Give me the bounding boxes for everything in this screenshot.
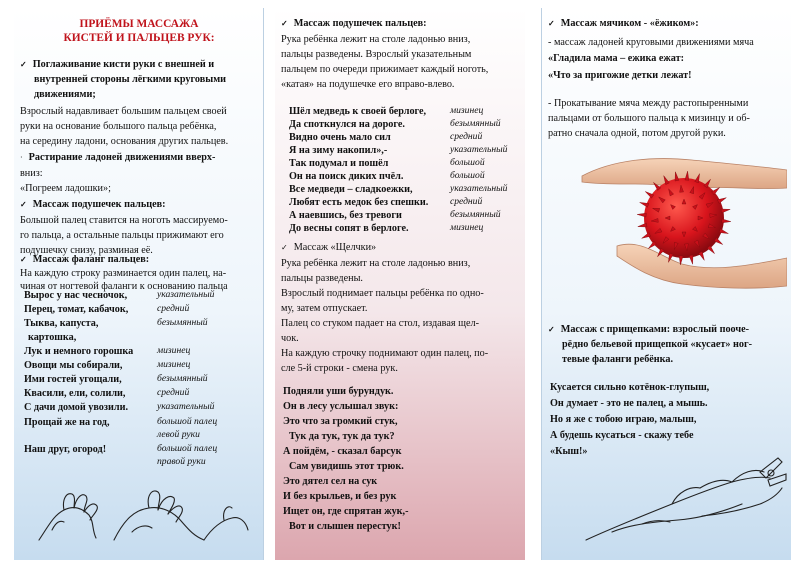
rhyme-finger: указательный bbox=[157, 289, 215, 300]
rhyme-line: Наш друг, огород! bbox=[24, 444, 107, 455]
check-icon: ✓ bbox=[281, 19, 288, 28]
ball-spike bbox=[722, 219, 731, 223]
phalanx-text-1: На каждую строку разминается один палец, на- bbox=[20, 268, 227, 279]
rhyme-finger: большой палец bbox=[157, 416, 218, 427]
rhyme2-line: Я на зиму накопил»,- bbox=[289, 145, 388, 156]
rhyme-line: Прощай же на год, bbox=[24, 417, 110, 428]
flicks-text-1: Рука ребёнка лежит на столе ладонью вниз, bbox=[281, 258, 471, 269]
pads2-text-1: Рука ребёнка лежит на столе ладонью вниз, bbox=[281, 34, 471, 45]
check-icon: ✓ bbox=[20, 200, 27, 209]
rhyme2-line: А наевшись, без тревоги bbox=[289, 210, 402, 221]
ball-line-3: «Что за пригожие детки лежат! bbox=[548, 70, 692, 81]
flicks-text-3: Взрослый поднимает пальцы ребёнка по одно- bbox=[281, 288, 484, 299]
poem-line: А пойдём, - сказал барсук bbox=[283, 446, 402, 457]
rhyme2-line: До весны сопят в берлоге. bbox=[289, 223, 409, 234]
ball-line-1: - массаж ладоней круговыми движениями мяча bbox=[548, 37, 754, 48]
rubbing-text-2: «Погреем ладошки»; bbox=[20, 183, 111, 194]
clothespin-heading-1: ✓ Массаж с прищепками: взрослый пооче- bbox=[548, 324, 750, 335]
rhyme-finger: мизинец bbox=[157, 359, 191, 370]
flicks-text-2: пальцы разведены. bbox=[281, 273, 363, 284]
rhyme2-line: Шёл медведь к своей берлоге, bbox=[289, 106, 427, 117]
rhyme-finger: левой руки bbox=[157, 429, 200, 440]
pads2-text-2: пальцы разведены. Взрослый указательным bbox=[281, 49, 472, 60]
pads-heading: ✓ Массаж подушечек пальцев: bbox=[20, 199, 166, 210]
poem-line: Он в лесу услышал звук: bbox=[283, 401, 399, 412]
rubbing-heading: · Растирание ладоней движениями вверх- bbox=[20, 152, 216, 163]
clothespin-poem-line: Кусается сильно котёнок-глупыш, bbox=[550, 382, 710, 393]
pads-text-1: Большой палец ставится на ноготь массируемо- bbox=[20, 215, 228, 226]
clothespin-poem-line: Он думает - это не палец, а мышь. bbox=[550, 398, 708, 409]
rhyme2-finger: большой bbox=[450, 157, 485, 168]
phalanx-heading: ✓ Массаж фаланг пальцев: bbox=[20, 254, 150, 265]
check-icon: ✓ bbox=[20, 60, 27, 69]
poem-line: Сам увидишь этот трюк. bbox=[289, 461, 404, 472]
poem-line: Это что за громкий стук, bbox=[283, 416, 398, 427]
flicks-text-6: чок. bbox=[281, 333, 299, 344]
pads2-text-4: «катая» на подушечке его вправо-влево. bbox=[281, 79, 455, 90]
rhyme2-finger: средний bbox=[450, 196, 483, 207]
rhyme2-line: Так подумал и пошёл bbox=[289, 158, 389, 169]
rhyme-line: Ими гостей угощали, bbox=[24, 374, 122, 385]
hands-massage-illustration bbox=[34, 470, 254, 550]
rhyme2-line: Да споткнулся на дороге. bbox=[289, 119, 405, 130]
rhyme-finger: безымянный bbox=[157, 317, 208, 328]
rubbing-text-1: вниз: bbox=[20, 168, 43, 179]
check-icon: ✓ bbox=[20, 255, 27, 264]
poem-line: Подняли уши бурундук. bbox=[283, 386, 394, 397]
clothespin-hand-illustration bbox=[582, 428, 791, 546]
ball-spike bbox=[637, 213, 646, 217]
poem-line: Это дятел сел на сук bbox=[283, 476, 378, 487]
rhyme-line: картошка, bbox=[28, 332, 77, 343]
ball-spike bbox=[721, 209, 730, 213]
poem-line: Ищет он, где спрятан жук,- bbox=[283, 506, 409, 517]
poem-line: Тук да тук, тук да тук? bbox=[289, 431, 395, 442]
phalanx-text-2: чиная от ногтевой фаланги к основанию пальца bbox=[20, 281, 228, 292]
flicks-heading: ✓ Массаж «Щелчки» bbox=[281, 242, 377, 253]
pads-text-2: го пальца, а остальные пальцы прижимают его bbox=[20, 230, 224, 241]
column-1 bbox=[14, 8, 264, 560]
rhyme-finger: средний bbox=[157, 387, 190, 398]
rhyme-line: С дачи домой увозили. bbox=[24, 402, 128, 413]
clothespin-poem-line: А будешь кусаться - скажу тебе bbox=[550, 430, 694, 441]
roll-text-2: пальцами от большого пальца к мизинцу и об- bbox=[548, 113, 750, 124]
rhyme2-finger: безымянный bbox=[450, 118, 501, 129]
rhyme-line: Перец, томат, кабачок, bbox=[24, 304, 129, 315]
rhyme2-finger: мизинец bbox=[450, 105, 484, 116]
rhyme-finger: мизинец bbox=[157, 345, 191, 356]
clothespin-poem-line: «Кыш!» bbox=[550, 446, 588, 457]
rhyme2-line: Любят есть медок без спешки. bbox=[289, 197, 429, 208]
pads-text-3: подушечку снизу, разминая её. bbox=[20, 245, 153, 256]
rhyme2-line: Видно очень мало сил bbox=[289, 132, 391, 143]
rhyme-finger: указательный bbox=[157, 401, 215, 412]
ball-spike bbox=[638, 223, 647, 227]
rhyme-line: Овощи мы собирали, bbox=[24, 360, 123, 371]
check-icon: ✓ bbox=[548, 325, 555, 334]
stroking-heading-3: движениями; bbox=[34, 89, 96, 100]
rhyme-finger: средний bbox=[157, 303, 190, 314]
rhyme2-finger: указательный bbox=[450, 183, 508, 194]
ball-spike bbox=[689, 255, 693, 264]
rhyme-line: Вырос у нас чесночок, bbox=[24, 290, 128, 301]
rhyme2-finger: указательный bbox=[450, 144, 508, 155]
pads-heading-2: ✓ Массаж подушечек пальцев: bbox=[281, 18, 427, 29]
spiky-ball-hands-illustration bbox=[572, 146, 787, 291]
check-icon: ✓ bbox=[548, 19, 555, 28]
rhyme2-finger: мизинец bbox=[450, 222, 484, 233]
roll-text-3: ратно сначала одной, потом другой руки. bbox=[548, 128, 726, 139]
stroking-text-1: Взрослый надавливает большим пальцем своей bbox=[20, 106, 227, 117]
ball-line-2: «Гладила мама – ежика ежат: bbox=[548, 53, 684, 64]
stroking-heading-2: внутренней стороны лёгкими круговыми bbox=[34, 74, 227, 85]
clothespin-poem-line: Но я же с тобою играю, малыш, bbox=[550, 414, 697, 425]
poem-line: Вот и слышен перестук! bbox=[289, 521, 401, 532]
rhyme2-finger: средний bbox=[450, 131, 483, 142]
page-title-line-2: КИСТЕЙ И ПАЛЬЦЕВ РУК: bbox=[63, 32, 215, 44]
stroking-text-2: руки на основание большого пальца ребёнка, bbox=[20, 121, 217, 132]
column-2 bbox=[275, 8, 525, 560]
pads2-text-3: пальцем по очереди прижимает каждый ноготь, bbox=[281, 64, 489, 75]
rhyme2-line: Он на поиск диких пчёл. bbox=[289, 171, 404, 182]
page-title-line-1: ПРИЁМЫ МАССАЖА bbox=[79, 18, 199, 30]
clothespin-heading-3: тевые фаланги ребёнка. bbox=[562, 354, 674, 365]
rhyme2-finger: большой bbox=[450, 170, 485, 181]
stroking-text-3: на середину ладони, основания других пальцев. bbox=[20, 136, 229, 147]
stroking-heading: ✓ Поглаживание кисти руки с внешней и bbox=[20, 59, 215, 70]
rhyme2-line: Все медведи – сладкоежки, bbox=[289, 184, 413, 195]
column-3 bbox=[541, 8, 791, 560]
flicks-text-5: Палец со стуком падает на стол, издавая щел- bbox=[281, 318, 479, 329]
flicks-text-4: му, затем отпускает. bbox=[281, 303, 368, 314]
roll-text-1: - Прокатывание мяча между растопыренными bbox=[548, 98, 749, 109]
clothespin-heading-2: рёдно бельевой прищепкой «кусает» ног- bbox=[562, 339, 753, 350]
rhyme-line: Квасили, ели, солили, bbox=[24, 388, 126, 399]
check-icon: ✓ bbox=[281, 243, 288, 252]
rhyme-finger: большой палец bbox=[157, 443, 218, 454]
check-icon: · bbox=[20, 153, 23, 162]
flicks-text-8: сле 5-й строки - смена рук. bbox=[281, 363, 398, 374]
ball-heading: ✓ Массаж мячиком - «ёжиком»: bbox=[548, 18, 699, 29]
poem-line: И без крыльев, и без рук bbox=[283, 491, 397, 502]
rhyme-finger: безымянный bbox=[157, 373, 208, 384]
rhyme-line: Тыква, капуста, bbox=[24, 318, 99, 329]
flicks-text-7: На каждую строчку поднимают один палец, по- bbox=[281, 348, 489, 359]
rhyme-line: Лук и немного горошка bbox=[24, 346, 134, 357]
rhyme2-finger: безымянный bbox=[450, 209, 501, 220]
rhyme-finger: правой руки bbox=[157, 456, 206, 467]
